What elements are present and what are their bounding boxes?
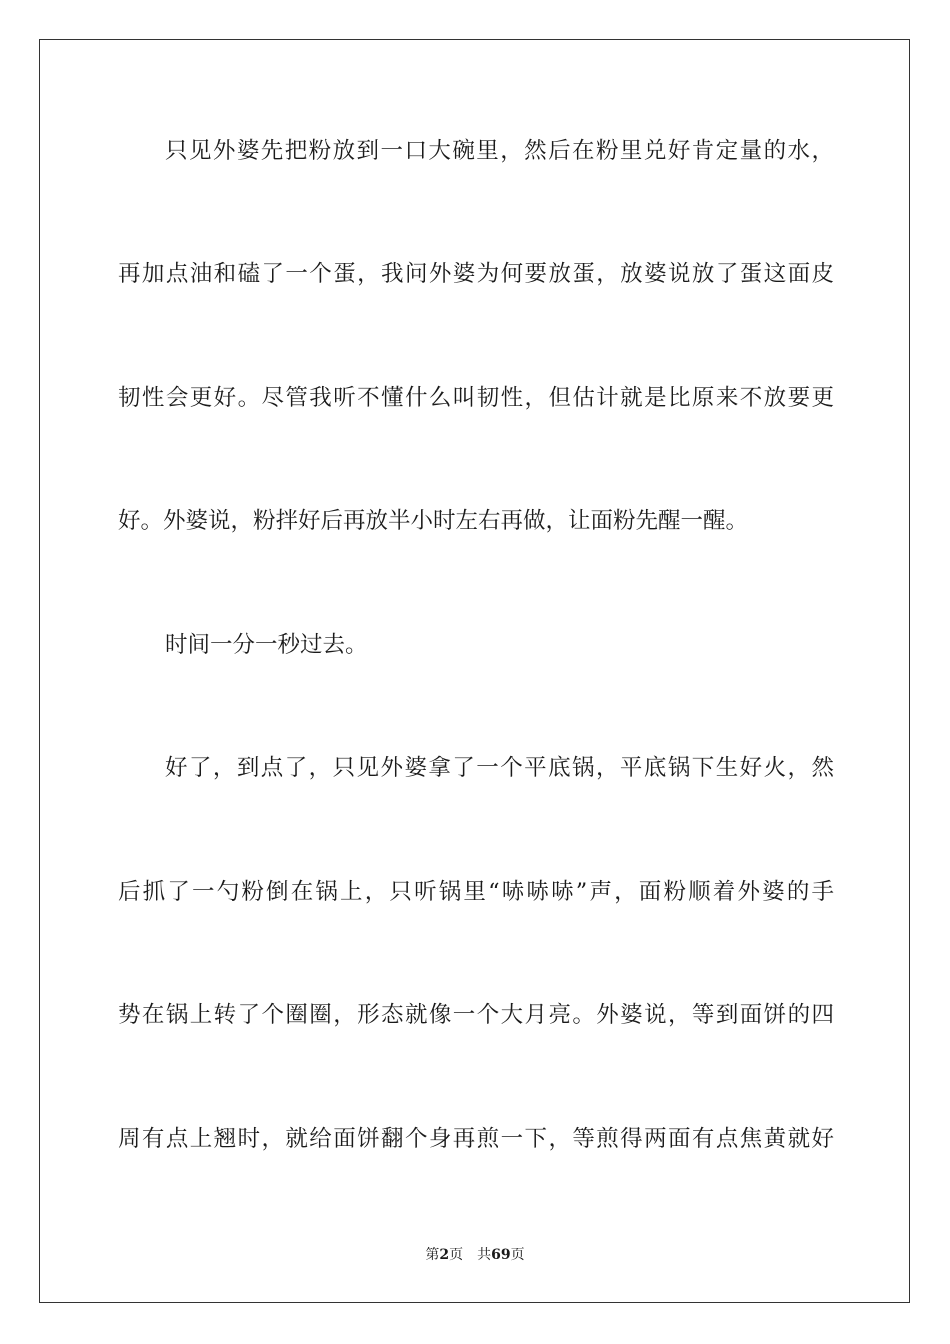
total-pages: 69 xyxy=(491,1247,511,1263)
page-number: 2 xyxy=(439,1247,450,1263)
text-line: 好。外婆说，粉拌好后再放半小时左右再做，让面粉先醒一醒。 xyxy=(118,508,749,534)
text-line: 韧性会更好。尽管我听不懂什么叫韧性，但估计就是比原来不放要更 xyxy=(118,385,834,411)
page-prefix: 第 xyxy=(425,1247,440,1263)
text-line: 时间一分一秒过去。 xyxy=(165,632,368,658)
page-border xyxy=(39,39,910,1303)
page-suffix: 页 xyxy=(449,1247,464,1263)
total-prefix: 共 xyxy=(477,1247,492,1263)
text-line: 势在锅上转了个圈圈，形态就像一个大月亮。外婆说，等到面饼的四 xyxy=(118,1002,834,1028)
text-line: 后抓了一勺粉倒在锅上，只听锅里“哧哧哧”声，面粉顺着外婆的手 xyxy=(118,879,834,905)
total-suffix: 页 xyxy=(510,1247,525,1263)
text-line: 好了，到点了，只见外婆拿了一个平底锅，平底锅下生好火，然 xyxy=(165,755,834,781)
text-line: 周有点上翘时，就给面饼翻个身再煎一下，等煎得两面有点焦黄就好 xyxy=(118,1126,834,1152)
text-line: 再加点油和磕了一个蛋，我问外婆为何要放蛋，放婆说放了蛋这面皮 xyxy=(118,261,834,287)
page-footer xyxy=(0,1245,950,1265)
text-line: 只见外婆先把粉放到一口大碗里，然后在粉里兑好肯定量的水， xyxy=(165,138,834,164)
